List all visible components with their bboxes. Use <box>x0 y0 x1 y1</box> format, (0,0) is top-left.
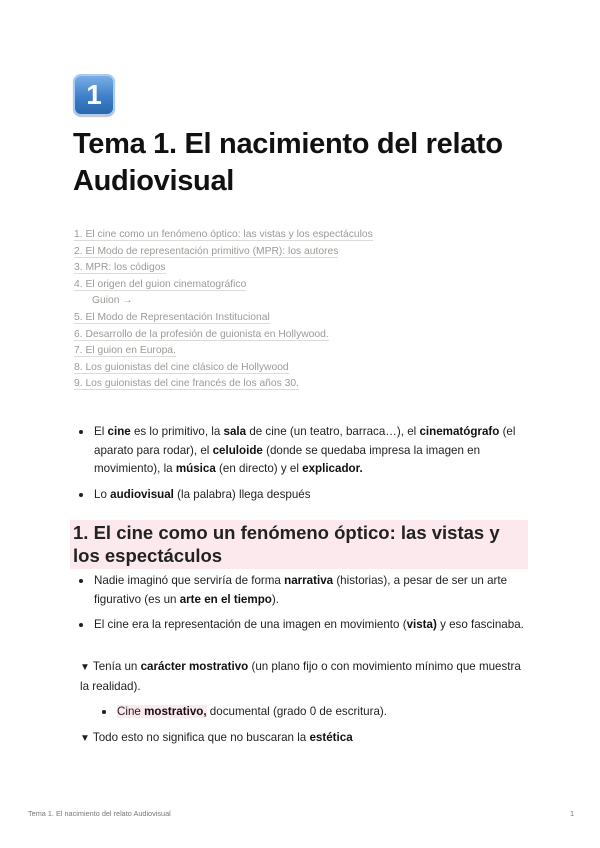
toc-item-7[interactable]: 7. El guion en Europa. <box>74 345 176 357</box>
list-item: El cine es lo primitivo, la sala de cine (un teatro, barraca…), el cinematógrafo (el aparato para rodar), el celuloide (donde se quedaba impresa la imagen en movimiento), la música (en directo) y el explicador. <box>94 423 534 479</box>
footer-title: Tema 1. El nacimiento del relato Audiovisual <box>28 809 171 818</box>
toc-item-guion[interactable]: Guion → <box>92 295 133 307</box>
highlighted-text: Cine mostrativo, <box>117 705 207 718</box>
section-heading-1: 1. El cine como un fenómeno óptico: las vistas y los espectáculos <box>70 520 528 569</box>
toc-item-2[interactable]: 2. El Modo de representación primitivo (MPR): los autores <box>74 245 339 257</box>
intro-bullet-list <box>94 423 534 511</box>
list-item: Lo audiovisual (la palabra) llega después <box>94 486 534 505</box>
toggle-triangle-icon[interactable]: ▼ <box>80 733 90 744</box>
toggle-content-list <box>117 703 517 722</box>
toc-item-6[interactable]: 6. Desarrollo de la profesión de guionista en Hollywood. <box>74 328 329 340</box>
keycap-one-icon: 1 <box>73 74 115 116</box>
toc-item-5[interactable]: 5. El Modo de Representación Institucional <box>74 311 270 323</box>
toc-item-9[interactable]: 9. Los guionistas del cine francés de los años 30. <box>74 378 299 390</box>
list-item: Nadie imaginó que serviría de forma narrativa (historias), a pesar de ser un arte figurativo (es un arte en el tiempo). <box>94 572 534 609</box>
page-number: 1 <box>569 809 574 818</box>
list-item: Cine mostrativo, documental (grado 0 de escritura). <box>117 703 517 722</box>
toggle-block-estetica[interactable]: ▼ Todo esto no significa que no buscaran la estética <box>80 731 353 744</box>
list-item: El cine era la representación de una imagen en movimiento (vista) y eso fascinaba. <box>94 616 534 635</box>
toc-item-3[interactable]: 3. MPR: los códigos <box>74 262 166 274</box>
page-title: Tema 1. El nacimiento del relato Audiovisual <box>73 128 503 197</box>
toc-item-1[interactable]: 1. El cine como un fenómeno óptico: las vistas y los espectáculos <box>74 229 373 240</box>
toc-item-4[interactable]: 4. El origen del guion cinematográfico <box>74 278 247 290</box>
section-1-bullet-list <box>94 572 534 642</box>
toggle-triangle-icon[interactable]: ▼ <box>80 662 90 673</box>
page-footer <box>28 809 574 818</box>
table-of-contents <box>74 227 534 393</box>
toggle-block-mostrativo[interactable]: ▼ Tenía un carácter mostrativo (un plano fijo o con movimiento mínimo que muestra la realidad). <box>80 660 521 693</box>
toc-item-8[interactable]: 8. Los guionistas del cine clásico de Hollywood <box>74 361 289 373</box>
